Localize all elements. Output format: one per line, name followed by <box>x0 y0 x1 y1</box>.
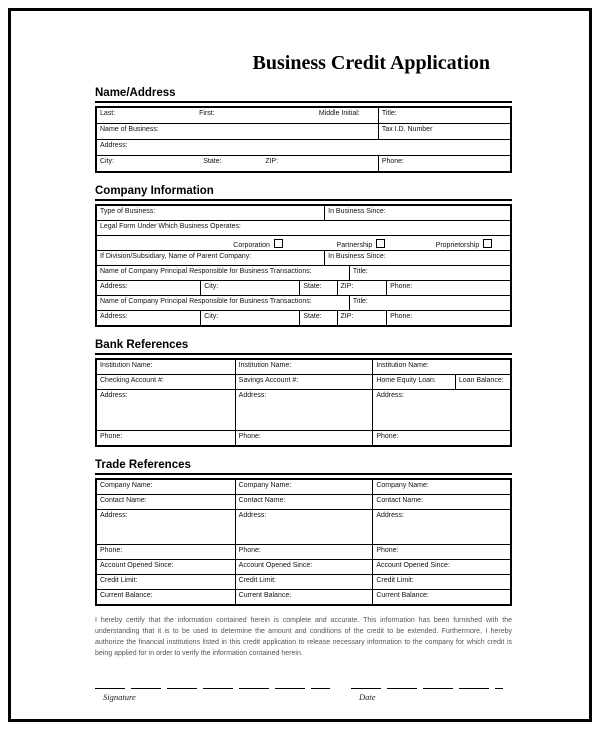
proprietorship-option <box>436 239 493 249</box>
in-business-since-label: In Business Since: <box>324 206 510 220</box>
address-label: Address: <box>100 283 128 290</box>
bank-references-table <box>95 358 512 447</box>
partnership-checkbox[interactable] <box>376 239 385 248</box>
name-of-business-label: Name of Business: <box>100 126 159 133</box>
phone-label: Phone: <box>100 547 123 554</box>
table-row <box>97 250 510 265</box>
principal-label: Name of Company Principal Responsible for Business Transactions: <box>100 268 312 275</box>
corporation-option <box>233 239 283 249</box>
corporation-label: Corporation <box>233 242 270 249</box>
table-row <box>97 509 510 544</box>
institution-name-label: Institution Name: <box>372 360 510 374</box>
table-row <box>97 310 510 325</box>
trade-references-table <box>95 478 512 606</box>
address-label: Address: <box>372 510 510 544</box>
institution-name-label: Institution Name: <box>235 360 373 374</box>
company-name-label: Company Name: <box>235 480 373 494</box>
in-business-since-label: In Business Since: <box>324 251 510 265</box>
address-label: Address: <box>100 392 128 399</box>
table-row <box>97 155 510 171</box>
table-row <box>97 280 510 295</box>
signature-area <box>95 679 330 702</box>
phone-label: Phone: <box>378 156 510 171</box>
contact-name-label: Contact Name: <box>100 497 147 504</box>
partnership-label: Partnership <box>336 242 373 249</box>
table-row <box>97 559 510 574</box>
credit-limit-label: Credit Limit: <box>372 575 510 589</box>
table-row <box>97 123 510 139</box>
table-row <box>97 265 510 280</box>
account-opened-since-label: Account Opened Since: <box>235 560 373 574</box>
address-label: Address: <box>100 313 128 320</box>
phone-label: Phone: <box>386 311 510 325</box>
credit-limit-label: Credit Limit: <box>100 577 138 584</box>
date-line <box>351 679 503 689</box>
city-label: City: <box>100 158 114 165</box>
section-heading-bank-references: Bank References <box>95 339 512 355</box>
company-name-label: Company Name: <box>372 480 510 494</box>
table-row <box>97 430 510 445</box>
table-row <box>97 139 510 155</box>
phone-label: Phone: <box>100 433 123 440</box>
type-of-business-label: Type of Business: <box>100 208 156 215</box>
principal-title-label: Title: <box>349 266 510 280</box>
section-heading-name-address: Name/Address <box>95 87 512 103</box>
address-label: Address: <box>100 512 128 519</box>
signature-block <box>95 679 512 702</box>
contact-name-label: Contact Name: <box>235 495 373 509</box>
parent-company-label: If Division/Subsidiary, Name of Parent Company: <box>100 253 252 260</box>
signature-label: Signature <box>103 692 136 703</box>
section-heading-trade-references: Trade References <box>95 459 512 475</box>
city-label: City: <box>200 281 299 295</box>
loan-balance-label: Loan Balance: <box>455 375 510 389</box>
table-row <box>97 574 510 589</box>
principal-label: Name of Company Principal Responsible for Business Transactions: <box>100 298 312 305</box>
zip-label: ZIP: <box>337 281 387 295</box>
table-row <box>97 544 510 559</box>
partnership-option <box>337 239 386 249</box>
address-label: Address: <box>100 142 128 149</box>
company-name-label: Company Name: <box>100 482 153 489</box>
table-row <box>97 206 510 220</box>
legal-form-options <box>97 236 510 250</box>
form-content <box>95 52 512 702</box>
proprietorship-label: Proprietorship <box>435 242 480 249</box>
date-area <box>351 679 503 702</box>
zip-label: ZIP: <box>337 311 387 325</box>
last-label: Last: <box>100 110 116 117</box>
phone-label: Phone: <box>235 431 373 445</box>
section-heading-company-information: Company Information <box>95 185 512 201</box>
middle-initial-label: Middle Initial: <box>318 110 360 117</box>
phone-label: Phone: <box>386 281 510 295</box>
table-row <box>97 494 510 509</box>
zip-label: ZIP: <box>265 158 279 165</box>
table-row <box>97 235 510 250</box>
phone-label: Phone: <box>372 545 510 559</box>
corporation-checkbox[interactable] <box>274 239 283 248</box>
state-label: State: <box>299 311 336 325</box>
certification-text: I hereby certify that the information contained herein is complete and accurate. This information has been furnished with the understanding that it is to be used to determine the amount and conditions of the credit to be extended. Furthermore, I hereby authorize the financial institutions listed in this credit application to release necessary information to the company for which credit is being applied for in order to verify the information contained herein. <box>95 617 512 657</box>
tax-id-label: Tax I.D. Number <box>378 124 510 139</box>
contact-name-label: Contact Name: <box>372 495 510 509</box>
checking-account-label: Checking Account #: <box>100 377 164 384</box>
account-opened-since-label: Account Opened Since: <box>100 562 174 569</box>
address-label: Address: <box>372 390 510 430</box>
account-opened-since-label: Account Opened Since: <box>372 560 510 574</box>
proprietorship-checkbox[interactable] <box>483 239 492 248</box>
address-label: Address: <box>235 510 373 544</box>
date-label: Date <box>359 692 376 703</box>
state-label: State: <box>203 158 222 165</box>
table-row <box>97 295 510 310</box>
current-balance-label: Current Balance: <box>372 590 510 604</box>
table-row <box>97 389 510 430</box>
legal-form-label: Legal Form Under Which Business Operates: <box>100 223 241 230</box>
savings-account-label: Savings Account #: <box>235 375 373 389</box>
institution-name-label: Institution Name: <box>100 362 153 369</box>
current-balance-label: Current Balance: <box>235 590 373 604</box>
first-label: First: <box>199 110 215 117</box>
table-row <box>97 480 510 494</box>
phone-label: Phone: <box>235 545 373 559</box>
principal-title-label: Title: <box>349 296 510 310</box>
state-label: State: <box>299 281 336 295</box>
signature-line <box>95 679 330 689</box>
table-row <box>97 374 510 389</box>
home-equity-loan-label: Home Equity Loan: <box>372 375 455 389</box>
table-row <box>97 360 510 374</box>
company-info-table <box>95 204 512 327</box>
title-label: Title: <box>378 108 510 123</box>
city-label: City: <box>200 311 299 325</box>
address-label: Address: <box>235 390 373 430</box>
table-row <box>97 589 510 604</box>
phone-label: Phone: <box>372 431 510 445</box>
credit-limit-label: Credit Limit: <box>235 575 373 589</box>
document-title: Business Credit Application <box>252 52 490 74</box>
name-address-table <box>95 106 512 173</box>
table-row <box>97 220 510 235</box>
table-row <box>97 108 510 123</box>
current-balance-label: Current Balance: <box>100 592 153 599</box>
